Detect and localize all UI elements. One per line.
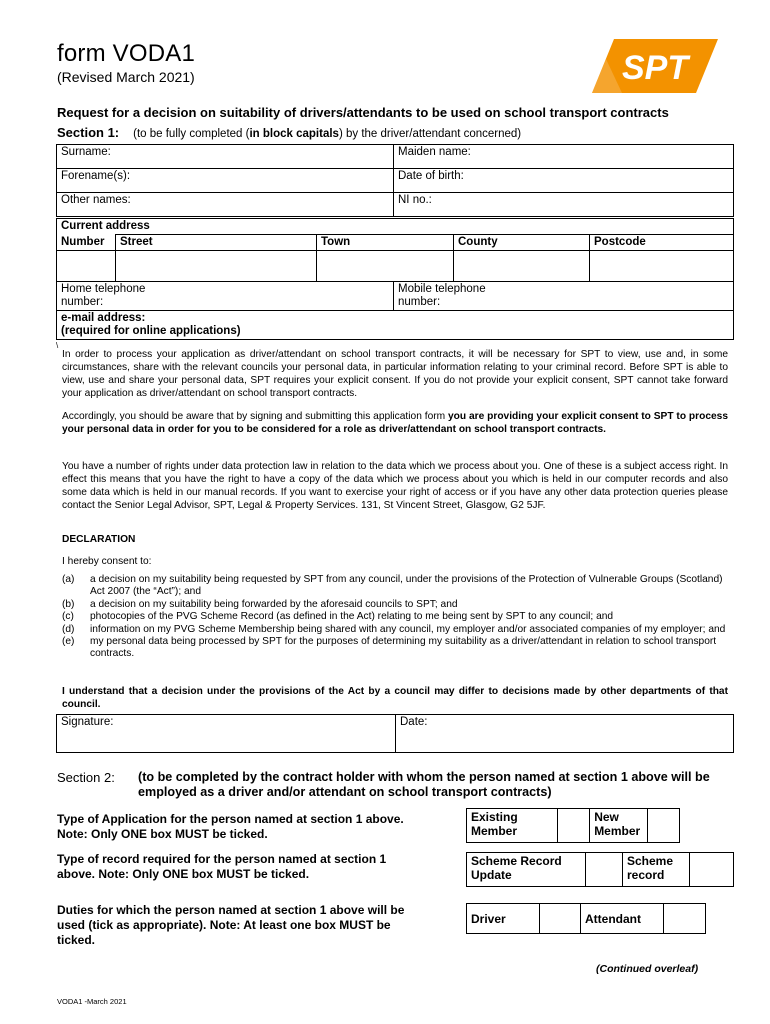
- email-field[interactable]: e-mail address: (required for online applications): [57, 311, 734, 340]
- col-street: Street: [116, 235, 317, 251]
- col-number: Number: [57, 235, 116, 251]
- request-title: Request for a decision on suitability of drivers/attendants to be used on school transport contracts: [57, 105, 669, 120]
- contact-table: [56, 281, 734, 340]
- attendant-label: Attendant: [581, 904, 664, 934]
- consent-item: (b) a decision on my suitability being forwarded by the aforesaid councils to SPT; and: [62, 598, 458, 610]
- section1-heading: [57, 125, 521, 140]
- continued-overleaf: (Continued overleaf): [596, 963, 699, 975]
- form-title: form VODA1: [57, 40, 196, 67]
- duties-options: [466, 903, 706, 934]
- attendant-checkbox[interactable]: [664, 904, 706, 934]
- maiden-name-field[interactable]: Maiden name:: [394, 145, 734, 169]
- stray-mark: \: [56, 341, 59, 350]
- signature-field[interactable]: Signature:: [57, 715, 396, 753]
- driver-label: Driver: [467, 904, 540, 934]
- home-telephone-field[interactable]: Home telephone number:: [57, 282, 394, 311]
- col-postcode: Postcode: [590, 235, 734, 251]
- scheme-record-update-label: Scheme Record Update: [467, 853, 586, 887]
- spt-logo: [592, 39, 718, 93]
- application-type-question: Type of Application for the person named at section 1 above. Note: Only ONE box MUST be ticked.: [57, 812, 404, 841]
- consent-list: [62, 574, 732, 661]
- existing-member-label: Existing Member: [467, 809, 558, 843]
- consent-item: (d) information on my PVG Scheme Membership being shared with any council, my employer and/or associated companies of my employer; and: [62, 623, 726, 635]
- dob-field[interactable]: Date of birth:: [394, 169, 734, 193]
- driver-checkbox[interactable]: [540, 904, 581, 934]
- paragraph-consent-intro: In order to process your application as driver/attendant on school transport contracts, it will be necessary for SPT to view, use and, in some circumstances, share with the relevant councils your personal data, in particular information relating to your criminal record. Before SPT is able to view, use and share your personal data, SPT requires your explicit consent. If you do not provide your explicit consent, SPT cannot take forward your application as driver/attendant on school transport contracts.: [62, 349, 728, 399]
- address-street-input[interactable]: [116, 251, 317, 282]
- declaration-heading: DECLARATION: [62, 534, 136, 545]
- duties-question: Duties for which the person named at section 1 above will be used (tick as appropriate). Note: At least one box MUST be ticked.: [57, 903, 405, 947]
- paragraph-explicit-consent: Accordingly, you should be aware that by signing and submitting this application form you are providing your explicit consent to SPT to process your personal data in order for you to be considered for a role as driver/attendant on school transport contracts.: [62, 411, 728, 435]
- address-county-input[interactable]: [454, 251, 590, 282]
- application-type-options: [466, 808, 680, 843]
- record-type-question: Type of record required for the person named at section 1 above. Note: Only ONE box MUST be ticked.: [57, 852, 387, 881]
- logo-text: SPT: [622, 49, 689, 87]
- scheme-record-label: Scheme record: [623, 853, 690, 887]
- date-field[interactable]: Date:: [396, 715, 734, 753]
- consent-item: (c) photocopies of the PVG Scheme Record (as defined in the Act) relating to me being sent by SPT to any council; and: [62, 611, 614, 623]
- footer-ref: VODA1 -March 2021: [57, 997, 127, 1006]
- scheme-record-update-checkbox[interactable]: [586, 853, 623, 887]
- surname-field[interactable]: Surname:: [57, 145, 394, 169]
- ni-field[interactable]: NI no.:: [394, 193, 734, 217]
- section2-description: (to be completed by the contract holder with whom the person named at section 1 above will be employed as a driver and/or attendant on school transport contracts): [138, 770, 710, 799]
- understand-statement: I understand that a decision under the provisions of the Act by a council may differ to decisions made by other departments of that council.: [62, 686, 728, 710]
- consent-item: (a) a decision on my suitability being requested by SPT from any council, under the provisions of the Protection of Vulnerable Groups (Scotland) Act 2007 (the “Act”); and: [62, 574, 723, 598]
- record-type-options: [466, 852, 734, 887]
- paragraph-rights: You have a number of rights under data protection law in relation to the data which we process about you. One of these is a subject access right. In effect this means that you have the right to have a copy of the data which we process about you which is held in our computer records and also some data which is held in our manual records. If you want to exercise your right of access or if you have any other data protection queries please contact the Senior Legal Advisor, SPT, Legal & Property Services. 131, St Vincent Street, Glasgow, G2 5JF.: [62, 461, 728, 511]
- consent-item: (e) my personal data being processed by SPT for the purposes of determining my suitability as a driver/attendant in relation to school transport contracts.: [62, 636, 717, 660]
- new-member-label: New Member: [590, 809, 647, 843]
- signature-table: [56, 714, 734, 753]
- col-county: County: [454, 235, 590, 251]
- new-member-checkbox[interactable]: [647, 809, 679, 843]
- mobile-telephone-field[interactable]: Mobile telephone number:: [394, 282, 734, 311]
- address-table: [56, 218, 734, 282]
- existing-member-checkbox[interactable]: [557, 809, 589, 843]
- col-town: Town: [317, 235, 454, 251]
- other-names-field[interactable]: Other names:: [57, 193, 394, 217]
- consent-intro: I hereby consent to:: [62, 556, 152, 567]
- current-address-label: Current address: [57, 219, 734, 235]
- section2-label: Section 2:: [57, 770, 115, 785]
- address-postcode-input[interactable]: [590, 251, 734, 282]
- address-town-input[interactable]: [317, 251, 454, 282]
- address-number-input[interactable]: [57, 251, 116, 282]
- forenames-field[interactable]: Forename(s):: [57, 169, 394, 193]
- section1-label: Section 1:: [57, 125, 120, 140]
- scheme-record-checkbox[interactable]: [690, 853, 734, 887]
- section1-hint: (to be fully completed (in block capitals) by the driver/attendant concerned): [133, 128, 522, 140]
- revision-date: (Revised March 2021): [57, 69, 195, 85]
- personal-details-table: [56, 144, 734, 217]
